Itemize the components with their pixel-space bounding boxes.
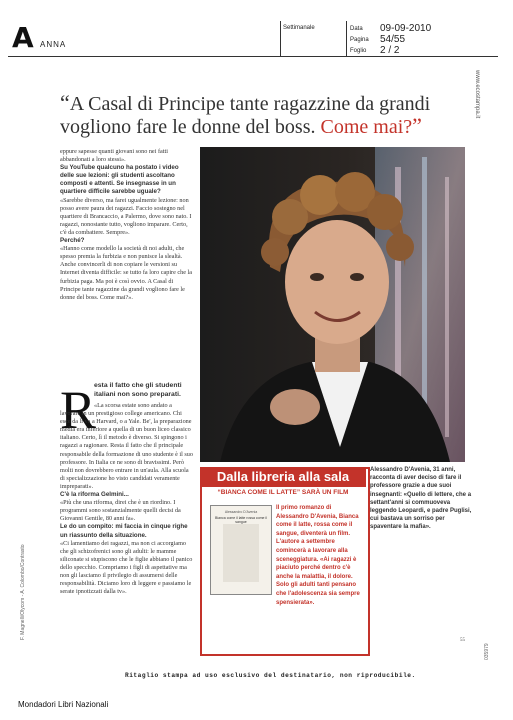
column-left-lower [60, 402, 193, 596]
divider [346, 21, 347, 56]
drop-cap: R [60, 380, 97, 440]
paragraph: «Hanno come modello la società di noi adulti, che spesso premia la furbizia e non punisce la slealtà. Anche convincerli di non copiare le versioni su Internet diventa difficile: se tutto fa loro capire che la furbizia paga. Ma poi è così ovvio. A Casal di Principe tante ragazzine da grandi vogliono fare le donne del boss. Come mai?». [60, 245, 193, 301]
paragraph: «Ci lamentiamo dei ragazzi, ma non ci accorgiamo che gli schizofrenici sono gli adulti: le mamme siliconate si stupiscono che le figlie abbiano il panico dello specchio. Compriamo i figli di aspettative ma non gli lasciamo il privilegio di assumersi delle responsabilità. Diciamo loro di leggere e passiamo le serate ipnotizzati dalla tv». [60, 539, 193, 596]
date-value: 09-09-2010 [380, 23, 432, 34]
reproduction-notice: Ritaglio stampa ad uso esclusivo del destinatario, non riproducibile. [125, 672, 416, 679]
headline-main: A Casal di Principe tante ragazzine da grandi vogliono fare le donne del boss. [60, 93, 431, 138]
page-number: 55 [460, 638, 465, 643]
photo-caption: Alessandro D'Avenia, 31 anni, racconta di aver deciso di fare il professore grazie a due suoi insegnanti: «Quello di lettere, che a settant'anni si commuoveva leggendo Leopardi, e padre Puglisi, cui bastava un sorriso per spaventare la mafia». [370, 467, 472, 531]
author-portrait-photo [200, 147, 465, 462]
headline-open-quote: “ [60, 90, 70, 115]
divider [280, 21, 281, 56]
paragraph: «La scorsa estate sono andato a lavorare in un prestigioso college americano. Chi esce da lì va a Harvard, o a Yale. Be', la preparazione media era inferiore a quella di un buon liceo classico italiano. Certo, lì il metodo è diverso. Si spingono i ragazzi a ragionare. Resta il fatto che il principale responsabile della formazione di uno studente è il suo professore. In Italia ce ne sono di bravissimi. Però molti non dovrebbero entrare in un'aula. Alla scuola di specializzazione ho visto candidati veramente impreparati». [60, 402, 193, 490]
sidebar-body: Il primo romanzo di Alessandro D'Avenia, Bianca come il latte, rossa come il sangue, diventerà un film. L'autore a settembre comincerà a lavorare alla sceneggiatura. «Ai ragazzi è piaciuto perché dentro c'è anche la malattia, il dolore. Solo gli adulti tanti pensano che l'adolescenza sia sempre spensierata». [276, 505, 360, 606]
publication-info-box [280, 21, 498, 56]
article-headline [60, 92, 480, 138]
question: Le do un compito: mi faccia in cinque righe un riassunto della situazione. [60, 523, 188, 539]
header-rule [8, 56, 498, 57]
sheet-value: 2 / 2 [380, 45, 400, 56]
magazine-logo-letter: A [12, 21, 34, 54]
question: Perché? [60, 237, 85, 245]
frequency-label: Settimanale [283, 25, 315, 31]
footer-source: Mondadori Libri Nazionali [18, 700, 109, 709]
sheet-label: Foglio [350, 48, 367, 54]
book-cover [210, 505, 272, 595]
paragraph: «Sarebbe diverso, ma farei ugualmente lezione: non posso avere paura dei ragazzi. Faccio sostegno nel quartiere di Brancaccio, a Palermo, dove sono nato. I ragazzi, nonostante tutto, vogliono imparare. Certo, c'è da combattere. Sempre». [60, 196, 192, 236]
question: Su YouTube qualcuno ha postato i video delle sue lezioni: gli studenti ascoltano composti e attenti. Se insegnasse in un quartiere difficile sarebbe uguale? [60, 164, 179, 196]
headline-close-quote: ” [412, 113, 422, 138]
page-value: 54/55 [380, 34, 406, 45]
page-label: Pagina [350, 37, 369, 43]
sidebar-subtitle: “BIANCA COME IL LATTE” SARÀ UN FILM [217, 489, 349, 496]
column-dropcap-lead [94, 382, 193, 399]
book-cover-image [223, 524, 259, 582]
column-left-upper [60, 148, 193, 302]
question: C'è la riforma Gelmini... [60, 491, 129, 499]
question: esta il fatto che gli studenti italiani non sono preparati. [94, 382, 182, 398]
paragraph: «Più che una riforma, direi che è un riordino. I programmi sono sostanzialmente quelli decisi da Giovanni Gentile, 80 anni fa». [60, 499, 181, 523]
clipping-code: 035979 [484, 643, 490, 660]
paragraph: eppure sapesse quanti giovani sono nei fatti abbandonati a loro stessi». [60, 148, 168, 164]
magazine-logo-word: ANNA [40, 40, 67, 49]
book-author: Alessandro D'Avenia [224, 510, 258, 514]
headline-accent: Come mai? [320, 116, 413, 138]
portrait-illustration [200, 147, 465, 462]
sidebar-title: Dalla libreria alla sala [200, 467, 366, 487]
photo-credit-sidetext: F. Magnelli/Olycom - A. Colombo/Contrasto [20, 544, 26, 640]
date-label: Data [350, 26, 363, 32]
book-title: Bianca come il latte rossa come il sangue [215, 516, 267, 524]
website-sidetext: www.ecostampa.it [474, 70, 480, 119]
